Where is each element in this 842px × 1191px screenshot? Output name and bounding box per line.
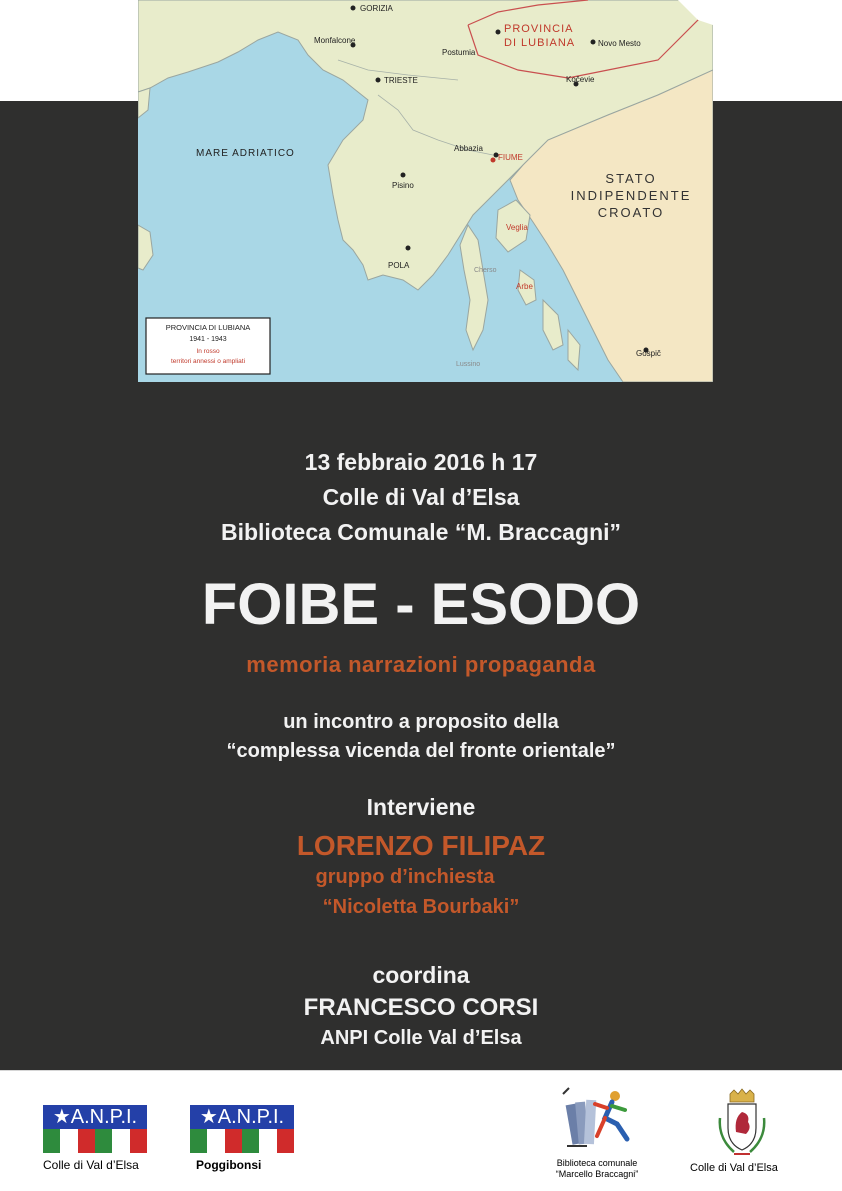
map-label-postumia: Postumia xyxy=(442,48,476,57)
moderator-affiliation: ANPI Colle Val d’Elsa xyxy=(320,1027,522,1049)
legend-title: PROVINCIA DI LUBIANA xyxy=(165,323,251,332)
map-label-arbe: Arbe xyxy=(516,282,533,291)
speaker-affiliation-2: “Nicoletta Bourbaki” xyxy=(322,896,520,918)
legend-note2: territori annessi o ampliati xyxy=(170,358,246,365)
anpi-poggibonsi-logo xyxy=(190,1105,294,1153)
event-venue: Biblioteca Comunale “M. Braccagni” xyxy=(220,519,622,545)
anpi-colle-caption: Colle di Val d’Elsa xyxy=(43,1158,139,1172)
map-label-gospic: Gospič xyxy=(636,349,661,358)
map-label-lussino: Lussino xyxy=(456,361,481,368)
event-desc-1: un incontro a proposito della xyxy=(283,711,559,733)
historical-map xyxy=(138,0,713,382)
moderator-name: FRANCESCO CORSI xyxy=(303,994,539,1021)
map-label-gorizia: GORIZIA xyxy=(360,4,393,13)
legend-years: 1941 - 1943 xyxy=(189,336,227,343)
map-label-di-lubiana: DI LUBIANA xyxy=(504,37,576,49)
event-title: FOIBE - ESODO xyxy=(201,572,641,637)
anpi-mark: ★A.N.P.I. xyxy=(190,1105,294,1129)
library-caption-1: Biblioteca comunale xyxy=(556,1158,638,1168)
footer xyxy=(0,1070,842,1191)
anpi-colle-logo xyxy=(43,1105,147,1153)
anpi-poggibonsi-caption: Poggibonsi xyxy=(196,1158,262,1172)
map-label-trieste: TRIESTE xyxy=(384,76,418,85)
map-label-provincia: PROVINCIA xyxy=(504,23,574,35)
map-label-kocevie: Kočevie xyxy=(566,75,595,84)
speaker-affiliation-1: gruppo d’inchiesta xyxy=(315,866,495,888)
speaker-name: LORENZO FILIPAZ xyxy=(296,830,546,861)
anpi-mark: ★A.N.P.I. xyxy=(43,1105,147,1129)
legend-note1: In rosso xyxy=(196,348,220,355)
event-subtitle: memoria narrazioni propaganda xyxy=(246,652,596,677)
event-desc-2: “complessa vicenda del fronte orientale” xyxy=(226,740,616,762)
map-label-cherso: Cherso xyxy=(474,267,497,274)
map-label-croato: CROATO xyxy=(597,205,665,220)
map-label-novo-mesto: Novo Mesto xyxy=(598,39,641,48)
map-label-stato: STATO xyxy=(605,171,657,186)
comune-coat-of-arms xyxy=(712,1088,772,1160)
map-legend xyxy=(146,318,270,374)
event-date: 13 febbraio 2016 h 17 xyxy=(304,449,538,475)
event-town: Colle di Val d’Elsa xyxy=(322,484,520,510)
map-label-abbazia: Abbazia xyxy=(454,144,483,153)
speaker-intro: Interviene xyxy=(366,794,476,820)
footer-divider xyxy=(0,1070,842,1071)
comune-caption: Colle di Val d’Elsa xyxy=(690,1162,778,1174)
map-label-pola: POLA xyxy=(388,261,410,270)
map-label-indipendente: INDIPENDENTE xyxy=(570,188,692,203)
map-label-mare: MARE ADRIATICO xyxy=(196,148,295,159)
library-logo xyxy=(557,1084,637,1154)
library-caption-2: “Marcello Braccagni” xyxy=(555,1169,639,1179)
map-label-pisino: Pisino xyxy=(392,181,414,190)
moderator-intro: coordina xyxy=(372,962,470,988)
map-label-fiume: FIUME xyxy=(498,153,523,162)
map-label-veglia: Veglia xyxy=(506,223,528,232)
map-label-monfalcone: Monfalcone xyxy=(314,36,356,45)
